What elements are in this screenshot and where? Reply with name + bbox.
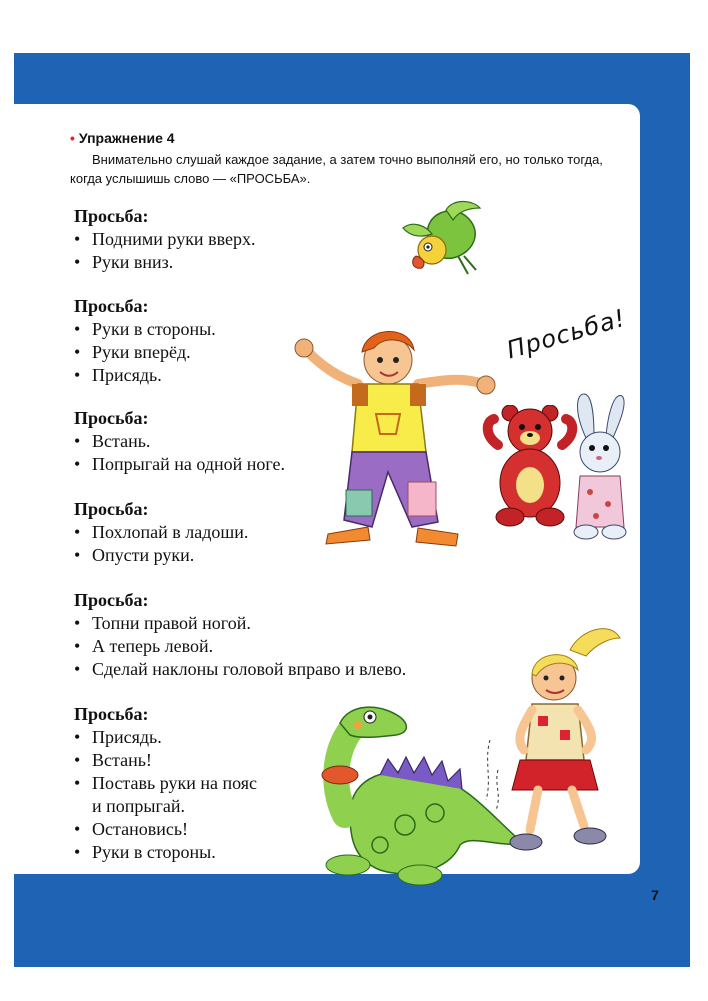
- request-item: • Топни правой ногой.: [74, 613, 251, 633]
- request-block-6: [74, 703, 257, 864]
- request-block-3: [74, 407, 285, 476]
- request-item: • Руки вперёд.: [74, 342, 191, 362]
- request-block-2: [74, 295, 216, 387]
- request-item: • Встань!: [74, 750, 152, 770]
- request-heading: Просьба:: [74, 296, 149, 316]
- exercise-title: [70, 130, 175, 146]
- request-item: • Встань.: [74, 431, 151, 451]
- request-item: • Похлопай в ладоши.: [74, 522, 249, 542]
- request-heading: Просьба:: [74, 499, 149, 519]
- parrot-illustration: [398, 198, 490, 280]
- request-block-4: [74, 498, 248, 567]
- request-item: • Остановись!: [74, 819, 189, 839]
- request-item: • Присядь.: [74, 727, 162, 747]
- request-heading: Просьба:: [74, 206, 149, 226]
- speech-text: Просьба!: [503, 303, 629, 365]
- red-bullet: •: [70, 130, 75, 146]
- request-item: • Подними руки вверх.: [74, 229, 256, 249]
- boy-illustration: [288, 322, 498, 552]
- request-item: • Руки в стороны.: [74, 842, 216, 862]
- request-heading: Просьба:: [74, 408, 149, 428]
- girl-illustration: [480, 620, 640, 865]
- request-item: • Присядь.: [74, 365, 162, 385]
- request-item: • Попрыгай на одной ноге.: [74, 454, 286, 474]
- instruction-line-1: Внимательно слушай каждое задание, а затем точно выполняй его, но только тогда,: [92, 152, 603, 167]
- exercise-instruction: [70, 150, 630, 188]
- request-item: • Руки в стороны.: [74, 319, 216, 339]
- page-number: 7: [651, 887, 659, 903]
- request-block-1: [74, 205, 255, 274]
- exercise-title-text: Упражнение 4: [78, 130, 175, 146]
- request-heading: Просьба:: [74, 590, 149, 610]
- request-heading: Просьба:: [74, 704, 149, 724]
- request-item: • Опусти руки.: [74, 545, 195, 565]
- request-item: • Сделай наклоны головой вправо и влево.: [74, 659, 407, 679]
- request-item-continuation: и попрыгай.: [92, 796, 185, 816]
- request-block-5: [74, 589, 406, 681]
- request-item: • А теперь левой.: [74, 636, 214, 656]
- bunny-illustration: [566, 392, 632, 542]
- instruction-line-2: когда услышишь слово — «ПРОСЬБА».: [70, 171, 311, 186]
- request-item: • Руки вниз.: [74, 252, 174, 272]
- bear-illustration: [480, 405, 580, 530]
- request-item: • Поставь руки на пояс: [74, 773, 258, 793]
